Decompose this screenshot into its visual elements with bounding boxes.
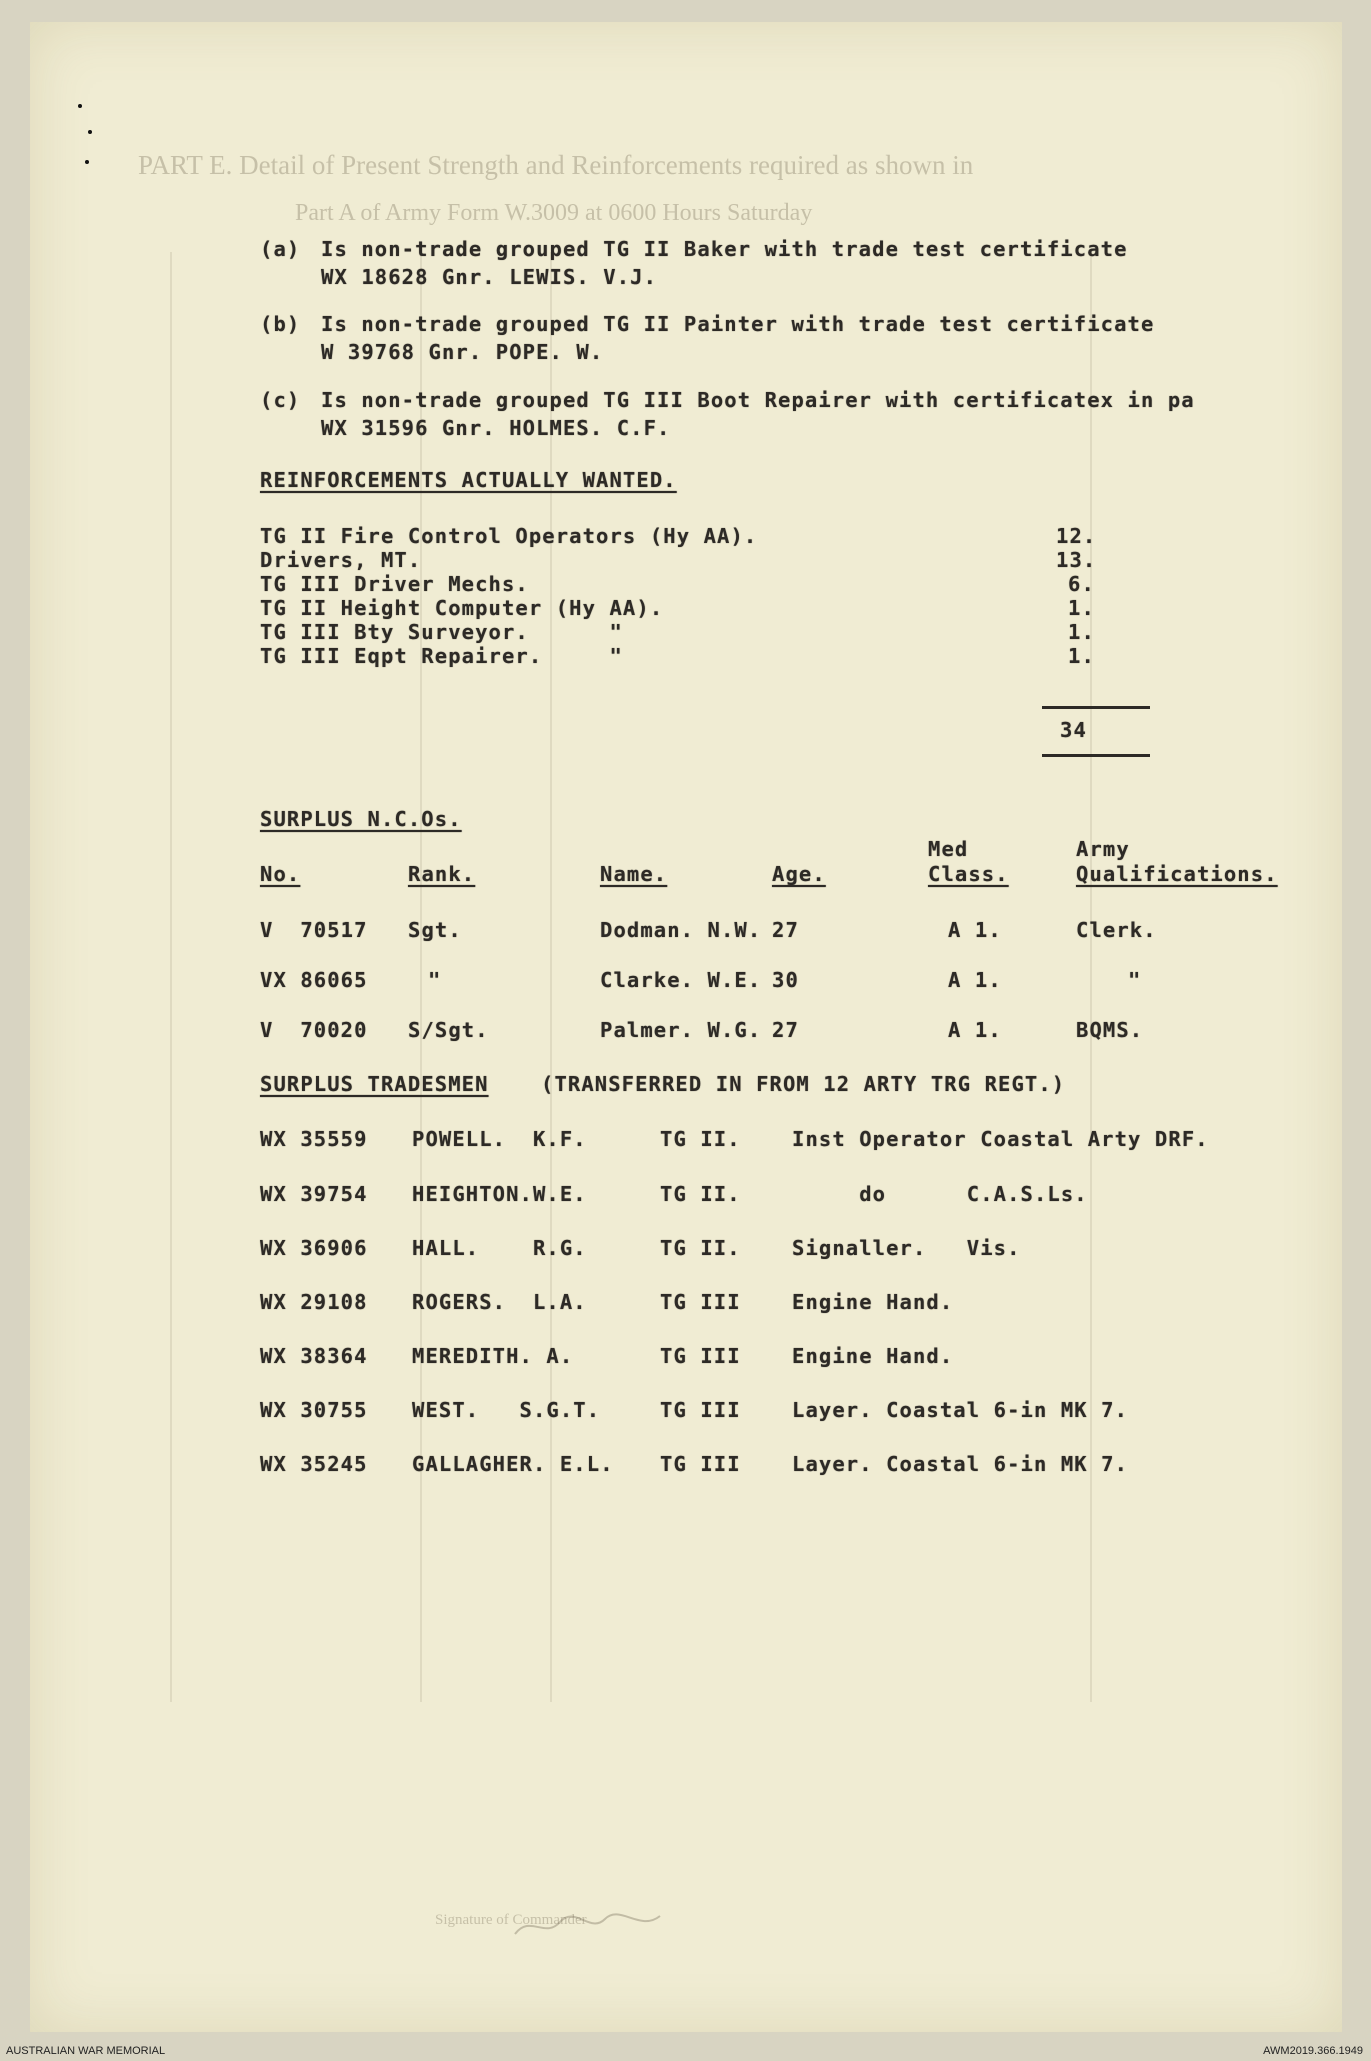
tradesman-trade: Layer. Coastal 6-in MK 7. (792, 1452, 1129, 1476)
tradesman-trade: Layer. Coastal 6-in MK 7. (792, 1398, 1129, 1422)
tradesman-no: WX 35559 (260, 1127, 368, 1151)
bleed-table-lines (170, 252, 172, 1702)
total-rule-top (1042, 706, 1150, 709)
ncos-header-name: Name. (600, 862, 668, 886)
tradesmen-heading: SURPLUS TRADESMEN (260, 1072, 489, 1096)
margin-mark (85, 160, 89, 164)
nco-med: A 1. (948, 968, 1002, 992)
tradesman-tg: TG III (660, 1344, 741, 1368)
ncos-header-no: No. (260, 862, 301, 886)
item-b-line2: W 39768 Gnr. POPE. W. (321, 340, 604, 364)
nco-rank: " (428, 968, 442, 992)
document-sheet (30, 22, 1342, 2032)
reinforcement-qty: 1. (1068, 596, 1095, 620)
bleed-part-e-heading: PART E. Detail of Present Strength and Reinforcements required as shown in (138, 150, 974, 180)
tradesman-no: WX 38364 (260, 1344, 368, 1368)
reinforcement-qty: 1. (1068, 644, 1095, 668)
tradesman-trade: Signaller. Vis. (792, 1236, 1021, 1260)
tradesman-trade: do C.A.S.Ls. (792, 1182, 1088, 1206)
ncos-header-rank: Rank. (408, 862, 476, 886)
ncos-header-age: Age. (772, 862, 826, 886)
nco-age: 27 (772, 918, 799, 942)
reinforcements-heading: REINFORCEMENTS ACTUALLY WANTED. (260, 468, 677, 492)
nco-med: A 1. (948, 918, 1002, 942)
nco-qual: Clerk. (1076, 918, 1157, 942)
reinforcement-label: TG II Height Computer (Hy AA). (260, 596, 664, 620)
nco-no: V 70020 (260, 1018, 368, 1042)
nco-rank: S/Sgt. (408, 1018, 489, 1042)
nco-qual: BQMS. (1076, 1018, 1144, 1042)
reinforcement-label: TG III Bty Surveyor. " (260, 620, 623, 644)
item-b-line1: Is non-trade grouped TG II Painter with trade test certificate (321, 312, 1155, 336)
ncos-heading: SURPLUS N.C.Os. (260, 807, 462, 831)
tradesman-trade: Inst Operator Coastal Arty DRF. (792, 1127, 1209, 1151)
nco-age: 27 (772, 1018, 799, 1042)
tradesman-tg: TG III (660, 1452, 741, 1476)
nco-no: VX 86065 (260, 968, 368, 992)
ncos-header-med: Class. (928, 862, 1009, 886)
bleed-part-a-line: Part A of Army Form W.3009 at 0600 Hours Saturday (295, 200, 813, 226)
tradesman-tg: TG III (660, 1398, 741, 1422)
tradesman-name: HEIGHTON.W.E. (412, 1182, 587, 1206)
tradesman-no: WX 39754 (260, 1182, 368, 1206)
tradesman-no: WX 35245 (260, 1452, 368, 1476)
ncos-header-med: Med (928, 837, 969, 861)
tradesman-name: MEREDITH. A. (412, 1344, 574, 1368)
nco-no: V 70517 (260, 918, 368, 942)
reinforcement-label: TG III Eqpt Repairer. " (260, 644, 623, 668)
item-a-letter: (a) (260, 237, 301, 261)
reinforcement-label: TG II Fire Control Operators (Hy AA). (260, 524, 758, 548)
reinforcement-label: Drivers, MT. (260, 548, 422, 572)
bleed-signature-caption: Signature of Commander (435, 1912, 587, 1928)
reinforcement-qty: 13. (1056, 548, 1097, 572)
tradesman-tg: TG II. (660, 1236, 741, 1260)
tradesman-no: WX 36906 (260, 1236, 368, 1260)
item-c-line1: Is non-trade grouped TG III Boot Repairer with certificatex in pa (321, 388, 1195, 412)
tradesman-trade: Engine Hand. (792, 1290, 954, 1314)
margin-mark (88, 130, 92, 134)
tradesmen-heading-note: (TRANSFERRED IN FROM 12 ARTY TRG REGT.) (541, 1072, 1066, 1096)
nco-name: Dodman. N.W. (600, 918, 762, 942)
tradesman-tg: TG II. (660, 1127, 741, 1151)
item-a-line2: WX 18628 Gnr. LEWIS. V.J. (321, 265, 658, 289)
reinforcement-qty: 12. (1056, 524, 1097, 548)
tradesman-tg: TG III (660, 1290, 741, 1314)
nco-qual: " (1128, 968, 1142, 992)
item-c-line2: WX 31596 Gnr. HOLMES. C.F. (321, 416, 671, 440)
tradesman-name: HALL. R.G. (412, 1236, 587, 1260)
reinforcements-total: 34 (1060, 718, 1087, 742)
tradesman-no: WX 29108 (260, 1290, 368, 1314)
reinforcement-qty: 1. (1068, 620, 1095, 644)
signature-bleed (510, 1904, 670, 1944)
tradesman-trade: Engine Hand. (792, 1344, 954, 1368)
ncos-header-army: Qualifications. (1076, 862, 1278, 886)
tradesman-name: ROGERS. L.A. (412, 1290, 587, 1314)
nco-rank: Sgt. (408, 918, 462, 942)
tradesman-no: WX 30755 (260, 1398, 368, 1422)
margin-mark (78, 104, 82, 108)
nco-med: A 1. (948, 1018, 1002, 1042)
tradesman-name: WEST. S.G.T. (412, 1398, 601, 1422)
nco-name: Clarke. W.E. (600, 968, 762, 992)
reinforcement-label: TG III Driver Mechs. (260, 572, 529, 596)
bleed-table-lines (1090, 252, 1092, 1702)
item-b-letter: (b) (260, 312, 301, 336)
total-rule-bottom (1042, 754, 1150, 757)
footer-accession: AWM2019.366.1949 (1263, 2045, 1363, 2057)
footer-credit: AUSTRALIAN WAR MEMORIAL (6, 2045, 166, 2057)
tradesman-name: POWELL. K.F. (412, 1127, 587, 1151)
nco-name: Palmer. W.G. (600, 1018, 762, 1042)
nco-age: 30 (772, 968, 799, 992)
tradesman-name: GALLAGHER. E.L. (412, 1452, 614, 1476)
reinforcement-qty: 6. (1068, 572, 1095, 596)
item-c-letter: (c) (260, 388, 301, 412)
ncos-header-army: Army (1076, 837, 1130, 861)
tradesman-tg: TG II. (660, 1182, 741, 1206)
item-a-line1: Is non-trade grouped TG II Baker with trade test certificate (321, 237, 1128, 261)
